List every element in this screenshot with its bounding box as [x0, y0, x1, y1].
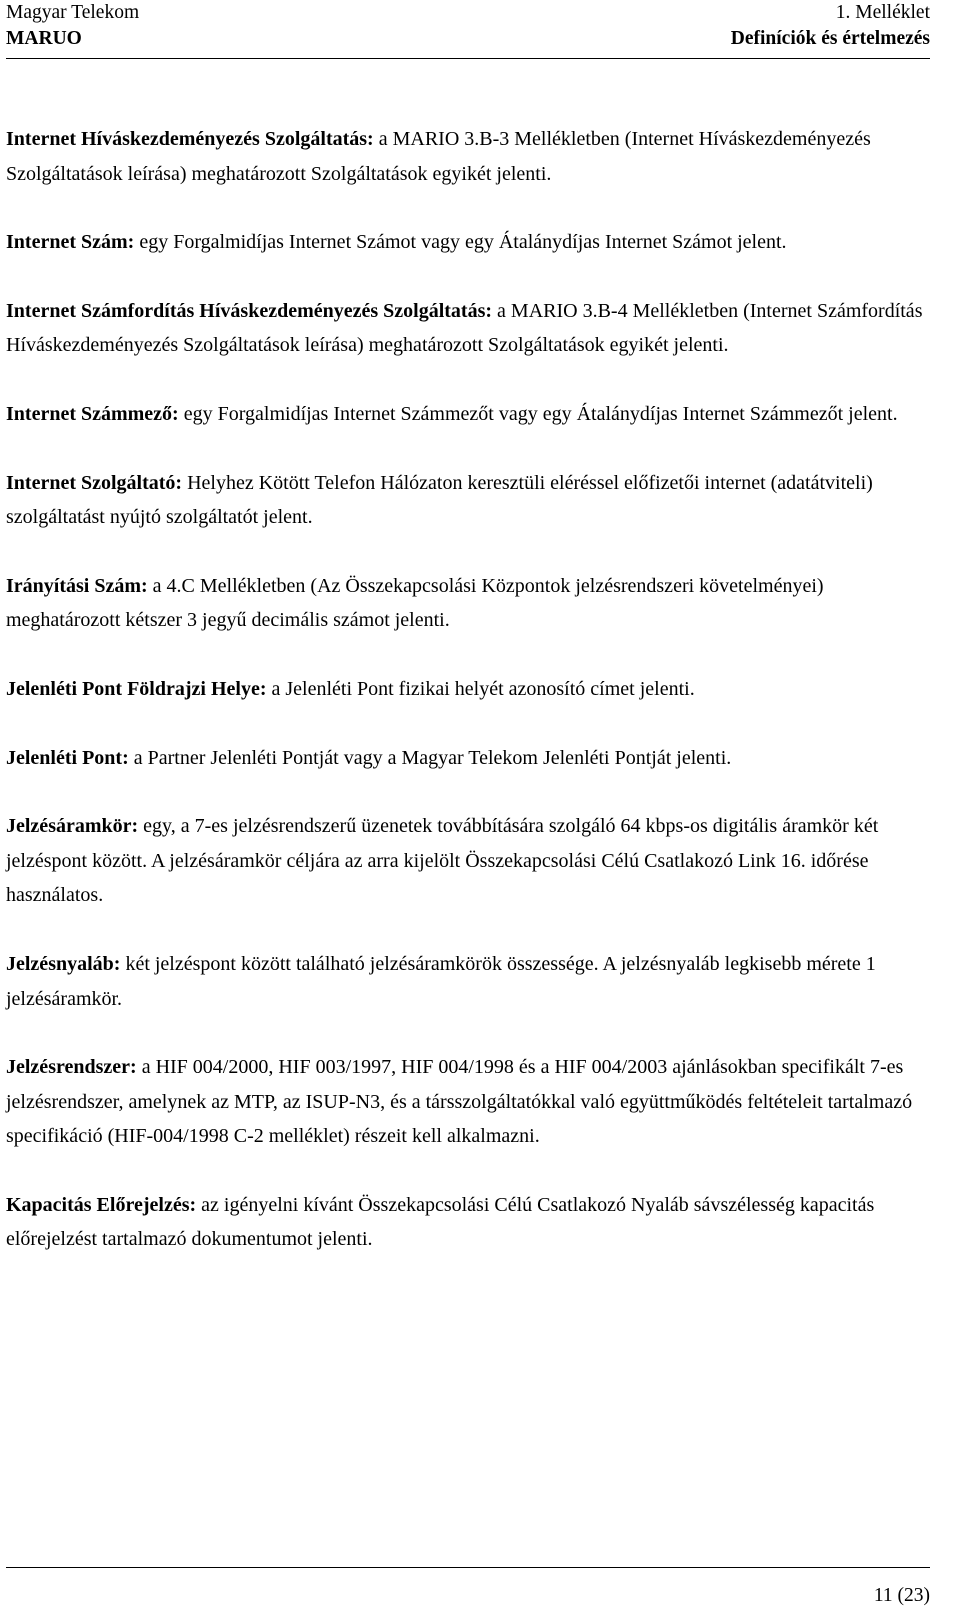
definition-entry: [6, 466, 936, 535]
definition-term: Internet Szolgáltató:: [6, 471, 183, 494]
definition-term: Internet Szám:: [6, 231, 135, 254]
definition-text: egy Forgalmidíjas Internet Számot vagy egy Átalánydíjas Internet Számot jelent.: [134, 231, 787, 254]
definition-entry: [6, 294, 936, 363]
definition-entry: [6, 122, 936, 191]
definition-entry: [6, 225, 936, 260]
definition-text: egy Forgalmidíjas Internet Számmezőt vagy egy Átalánydíjas Internet Számmezőt jelent.: [178, 402, 898, 425]
definition-text: a Partner Jelenléti Pontját vagy a Magyar Telekom Jelenléti Pontját jelenti.: [128, 746, 732, 769]
definition-entry: [6, 569, 936, 638]
definition-term: Internet Számfordítás Híváskezdeményezés Szolgáltatás:: [6, 299, 493, 322]
definition-entry: [6, 397, 936, 432]
definition-term: Internet Híváskezdeményezés Szolgáltatás:: [6, 128, 374, 150]
definitions-list: [6, 122, 936, 1291]
definition-text: az igényelni kívánt Összekapcsolási Célú Csatlakozó Nyaláb sávszélesség kapacitás előrejelzést tartalmazó dokumentumot jelenti.: [6, 1193, 875, 1251]
definition-text: a HIF 004/2000, HIF 003/1997, HIF 004/1998 és a HIF 004/2003 ajánlásokban specifikált 7-es jelzésrendszer, amelynek az MTP, az ISUP-N3, és a társszolgáltatókkal való együttműködés feltételeit tartalmazó specifikáció (HIF-004/1998 C-2 melléklet) részeit kell alkalmazni.: [6, 1056, 913, 1148]
header-doc: MARUO: [6, 28, 82, 49]
header-right: [731, 0, 930, 52]
page-number: 11 (23): [873, 1585, 930, 1606]
definition-term: Irányítási Szám:: [6, 574, 148, 597]
definition-text: a MARIO 3.B-3 Mellékletben (Internet Híváskezdeményezés Szolgáltatások leírása) meghatározott Szolgáltatások egyikét jelenti.: [6, 128, 871, 185]
definition-entry: [6, 1188, 936, 1257]
definition-text: egy, a 7-es jelzésrendszerű üzenetek továbbítására szolgáló 64 kbps-os digitális áramkör két jelzéspont között. A jelzésáramkör céljára az arra kijelölt Összekapcsolási Célú Csatlakozó Link 16. időrése használatos.: [6, 815, 879, 907]
definition-term: Jelzésrendszer:: [6, 1056, 137, 1079]
definition-entry: [6, 809, 936, 913]
header-annex: 1. Melléklet: [835, 2, 930, 23]
definition-entry: [6, 947, 936, 1016]
footer-divider: [6, 1567, 930, 1568]
definition-term: Jelzésáramkör:: [6, 815, 139, 838]
definition-text: Helyhez Kötött Telefon Hálózaton keresztüli eléréssel előfizetői internet (adatátviteli) szolgáltatást nyújtó szolgáltatót jelent.: [6, 471, 873, 529]
definition-term: Kapacitás Előrejelzés:: [6, 1193, 197, 1216]
definition-term: Jelenléti Pont:: [6, 746, 129, 769]
definition-text: a 4.C Mellékletben (Az Összekapcsolási Központok jelzésrendszeri követelményei) meghatározott kétszer 3 jegyű decimális számot jelenti.: [6, 574, 824, 632]
definition-text: a MARIO 3.B-4 Mellékletben (Internet Számfordítás Híváskezdeményezés Szolgáltatások leírása) meghatározott Szolgáltatások egyikét jelenti.: [6, 299, 923, 357]
definition-entry: [6, 741, 936, 776]
header-left: [6, 0, 139, 52]
header-divider: [6, 58, 930, 59]
header-company: Magyar Telekom: [6, 2, 140, 23]
page-header: [6, 0, 930, 62]
definition-text: a Jelenléti Pont fizikai helyét azonosító címet jelenti.: [266, 677, 695, 700]
definition-entry: [6, 672, 936, 707]
definition-term: Jelzésnyaláb:: [6, 952, 121, 975]
definition-term: Internet Számmező:: [6, 402, 179, 425]
definition-term: Jelenléti Pont Földrajzi Helye:: [6, 677, 267, 700]
definition-text: két jelzéspont között található jelzésáramkörök összessége. A jelzésnyaláb legkisebb mérete 1 jelzésáramkör.: [6, 952, 876, 1010]
definition-entry: [6, 1050, 936, 1154]
header-section: Definíciók és értelmezés: [730, 28, 930, 49]
